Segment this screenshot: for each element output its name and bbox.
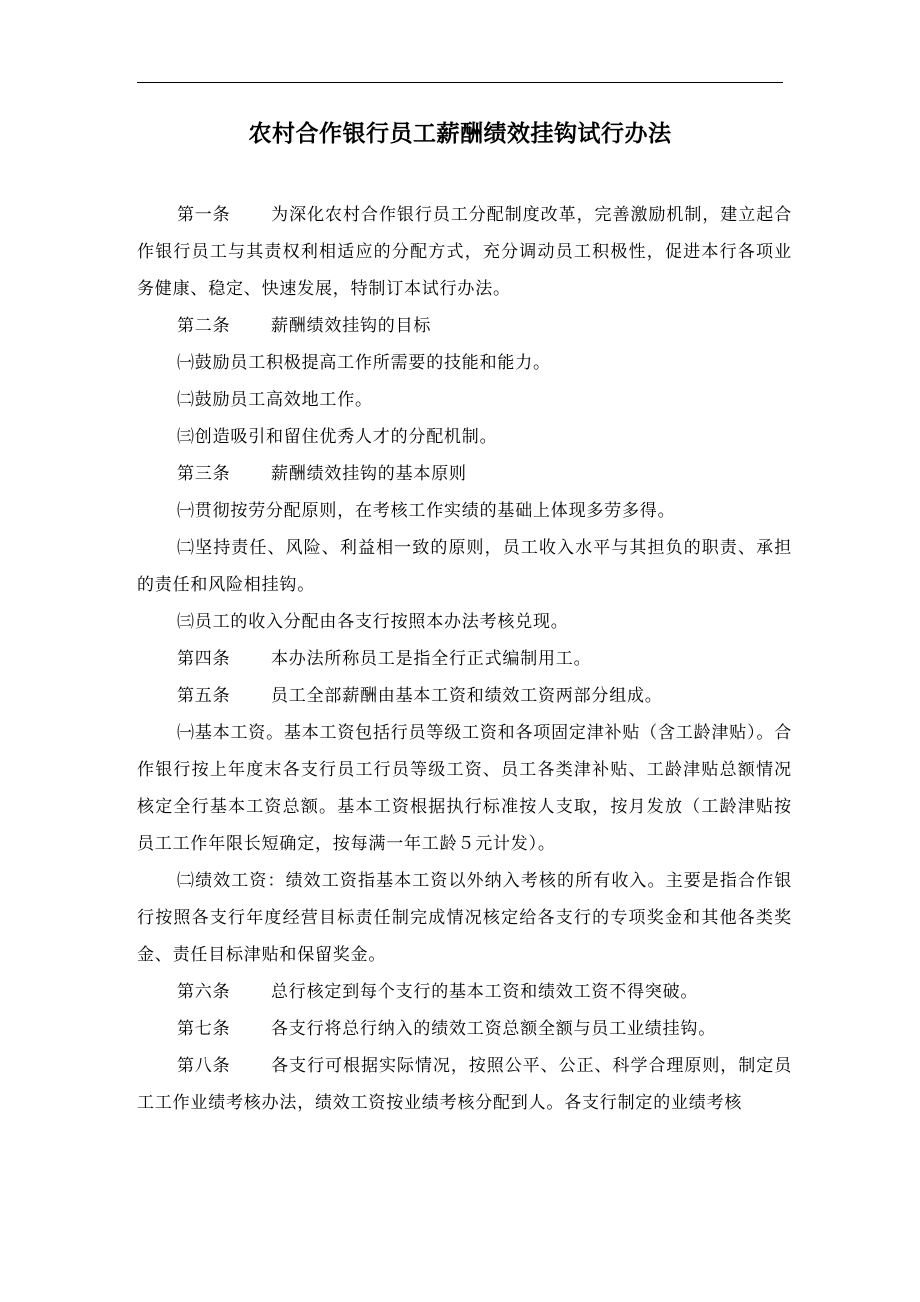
paragraph-text: 薪酬绩效挂钩的基本原则 — [271, 464, 467, 484]
paragraph-text: ㈠鼓励员工积极提高工作所需要的技能和能力。 — [177, 353, 551, 373]
paragraph-text: ㈠基本工资。基本工资包括行员等级工资和各项固定津补贴（含工龄津贴）。合作银行按上年度末各支行员工行员等级工资、员工各类津补贴、工龄津贴总额情况核定全行基本工资总额。基本工资根据执行标准按人支取，按月发放（工龄津贴按员工工作年限长短确定，按每满一年工龄５元计发）。 — [137, 723, 792, 854]
paragraph-text: ㈡绩效工资：绩效工资指基本工资以外纳入考核的所有收入。主要是指合作银行按照各支行年度经营目标责任制完成情况核定给各支行的专项奖金和其他各类奖金、责任目标津贴和保留奖金。 — [137, 871, 792, 965]
paragraph-article-1 — [137, 197, 792, 308]
paragraph-article-4 — [137, 641, 792, 678]
paragraph-article-5 — [137, 678, 792, 715]
paragraph-item — [137, 863, 792, 974]
paragraph-text: ㈡鼓励员工高效地工作。 — [177, 390, 373, 410]
paragraph-item — [137, 345, 792, 382]
article-label: 第五条 — [177, 686, 231, 706]
paragraph-item — [137, 530, 792, 604]
paragraph-text: 为深化农村合作银行员工分配制度改革，完善激励机制，建立起合作银行员工与其责权利相适应的分配方式，充分调动员工积极性，促进本行各项业务健康、稳定、快速发展，特制订本试行办法。 — [137, 205, 792, 299]
paragraph-text: 员工全部薪酬由基本工资和绩效工资两部分组成。 — [271, 686, 663, 706]
article-label: 第八条 — [177, 1056, 231, 1076]
article-label: 第二条 — [177, 316, 231, 336]
paragraph-text: ㈡坚持责任、风险、利益相一致的原则，员工收入水平与其担负的职责、承担的责任和风险相挂钩。 — [137, 538, 792, 595]
paragraph-text: ㈢创造吸引和留住优秀人才的分配机制。 — [177, 427, 498, 447]
paragraph-article-8 — [137, 1048, 792, 1122]
paragraph-item — [137, 382, 792, 419]
article-label: 第七条 — [177, 1019, 231, 1039]
paragraph-item — [137, 604, 792, 641]
article-label: 第一条 — [177, 205, 231, 225]
paragraph-text: 薪酬绩效挂钩的目标 — [271, 316, 432, 336]
paragraph-item — [137, 493, 792, 530]
paragraph-article-2 — [137, 308, 792, 345]
article-label: 第四条 — [177, 649, 231, 669]
document-title: 农村合作银行员工薪酬绩效挂钩试行办法 — [248, 121, 672, 147]
paragraph-item — [137, 419, 792, 456]
article-label: 第三条 — [177, 464, 231, 484]
paragraph-article-7 — [137, 1011, 792, 1048]
document-body — [137, 197, 792, 1122]
paragraph-item — [137, 715, 792, 863]
paragraph-text: 本办法所称员工是指全行正式编制用工。 — [271, 649, 592, 669]
paragraph-text: ㈠贯彻按劳分配原则，在考核工作实绩的基础上体现多劳多得。 — [177, 501, 676, 521]
paragraph-article-3 — [137, 456, 792, 493]
paragraph-text: 各支行可根据实际情况，按照公平、公正、科学合理原则，制定员工工作业绩考核办法，绩效工资按业绩考核分配到人。各支行制定的业绩考核 — [137, 1056, 792, 1113]
paragraph-article-6 — [137, 974, 792, 1011]
header-rule — [137, 82, 783, 83]
article-label: 第六条 — [177, 982, 231, 1002]
paragraph-text: ㈢员工的收入分配由各支行按照本办法考核兑现。 — [177, 612, 569, 632]
paragraph-text: 各支行将总行纳入的绩效工资总额全额与员工业绩挂钩。 — [271, 1019, 716, 1039]
paragraph-text: 总行核定到每个支行的基本工资和绩效工资不得突破。 — [271, 982, 699, 1002]
